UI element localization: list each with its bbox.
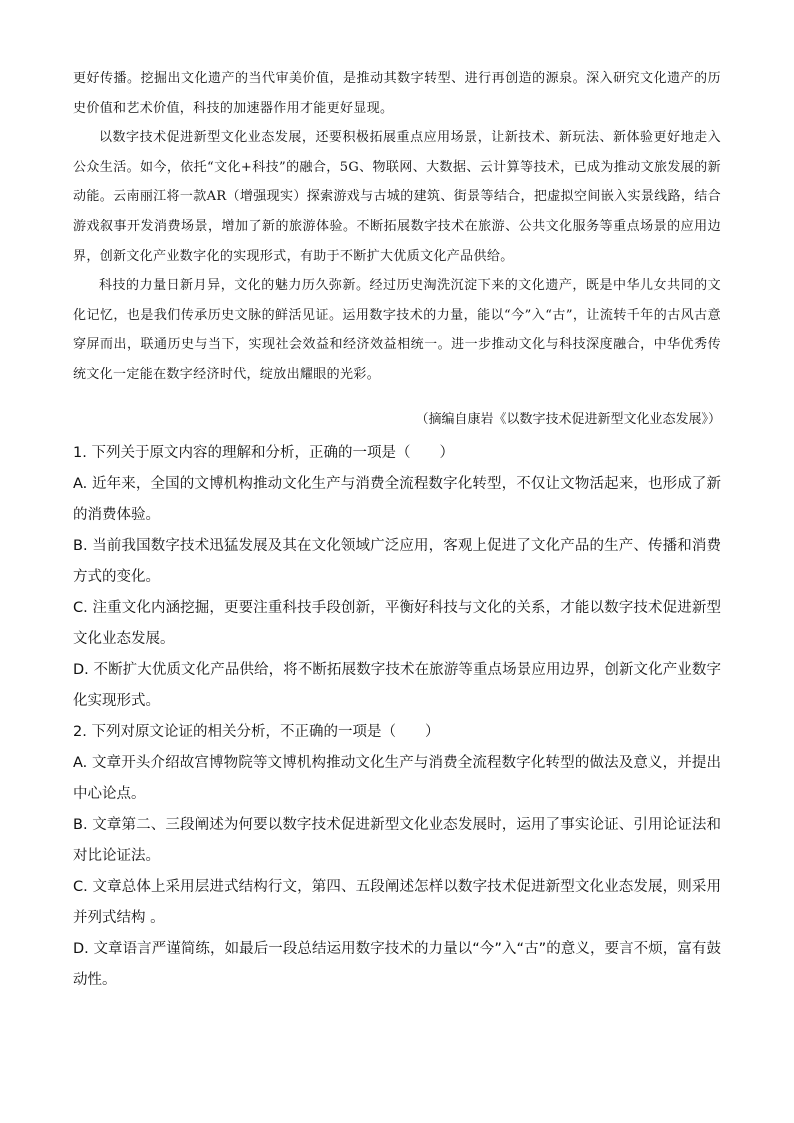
option-b: B. 当前我国数字技术迅猛发展及其在文化领域广泛应用，客观上促进了文化产品的生产、传播和消费方式的变化。: [73, 538, 721, 585]
passage-paragraph-1: 更好传播。挖掘出文化遗产的当代审美价值，是推动其数字转型、进行再创造的源泉。深入研究文化遗产的历史价值和艺术价值，科技的加速器作用才能更好显现。: [73, 71, 721, 116]
option-c: C. 文章总体上采用层进式结构行文，第四、五段阐述怎样以数字技术促进新型文化业态发展，则采用并列式结构 。: [73, 879, 721, 926]
reading-passage: [73, 64, 721, 390]
question-stem: 2. 下列对原文论证的相关分析，不正确的一项是（ ）: [73, 724, 440, 740]
option-a: A. 文章开头介绍故宫博物院等文博机构推动文化生产与消费全流程数字化转型的做法及意义，并提出中心论点。: [73, 755, 721, 802]
option-d: D. 文章语言严谨简练，如最后一段总结运用数字技术的力量以“今”入“古”的意义，要言不烦，富有鼓动性。: [73, 941, 721, 988]
passage-source: （摘编自康岩《以数字技术促进新型文化业态发展》）: [415, 412, 721, 427]
option-b: B. 文章第二、三段阐述为何要以数字技术促进新型文化业态发展时，运用了事实论证、引用论证法和对比论证法。: [73, 817, 721, 864]
question-2: [73, 717, 721, 996]
passage-paragraph-2: 以数字技术促进新型文化业态发展，还要积极拓展重点应用场景，让新技术、新玩法、新体验更好地走入公众生活。如今，依托“文化+科技”的融合，5G、物联网、大数据、云计算等技术，已成为推动文旅发展的新动能。云南丽江将一款AR（增强现实）探索游戏与古城的建筑、街景等结合，把虚拟空间嵌入实景线路，结合游戏叙事开发消费场景，增加了新的旅游体验。不断拓展数字技术在旅游、公共文化服务等重点场景的应用边界，创新文化产业数字化的实现形式，有助于不断扩大优质文化产品供给。: [73, 130, 721, 264]
option-c: C. 注重文化内涵挖掘，更要注重科技手段创新，平衡好科技与文化的关系，才能以数字技术促进新型文化业态发展。: [73, 600, 721, 647]
passage-paragraph-3: 科技的力量日新月异，文化的魅力历久弥新。经过历史淘洗沉淀下来的文化遗产，既是中华儿女共同的文化记忆，也是我们传承历史文脉的鲜活见证。运用数字技术的力量，能以“今”入“古”，让流转千年的古风古意穿屏而出，联通历史与当下，实现社会效益和经济效益相统一。进一步推动文化与科技深度融合，中华优秀传统文化一定能在数字经济时代，绽放出耀眼的光彩。: [73, 278, 721, 382]
question-list: [73, 438, 721, 996]
question-1: [73, 438, 721, 717]
option-d: D. 不断扩大优质文化产品供给，将不断拓展数字技术在旅游等重点场景应用边界，创新文化产业数字化实现形式。: [73, 662, 721, 709]
question-stem: 1. 下列关于原文内容的理解和分析，正确的一项是（ ）: [73, 445, 454, 461]
option-a: A. 近年来，全国的文博机构推动文化生产与消费全流程数字化转型，不仅让文物活起来，也形成了新的消费体验。: [73, 476, 721, 523]
